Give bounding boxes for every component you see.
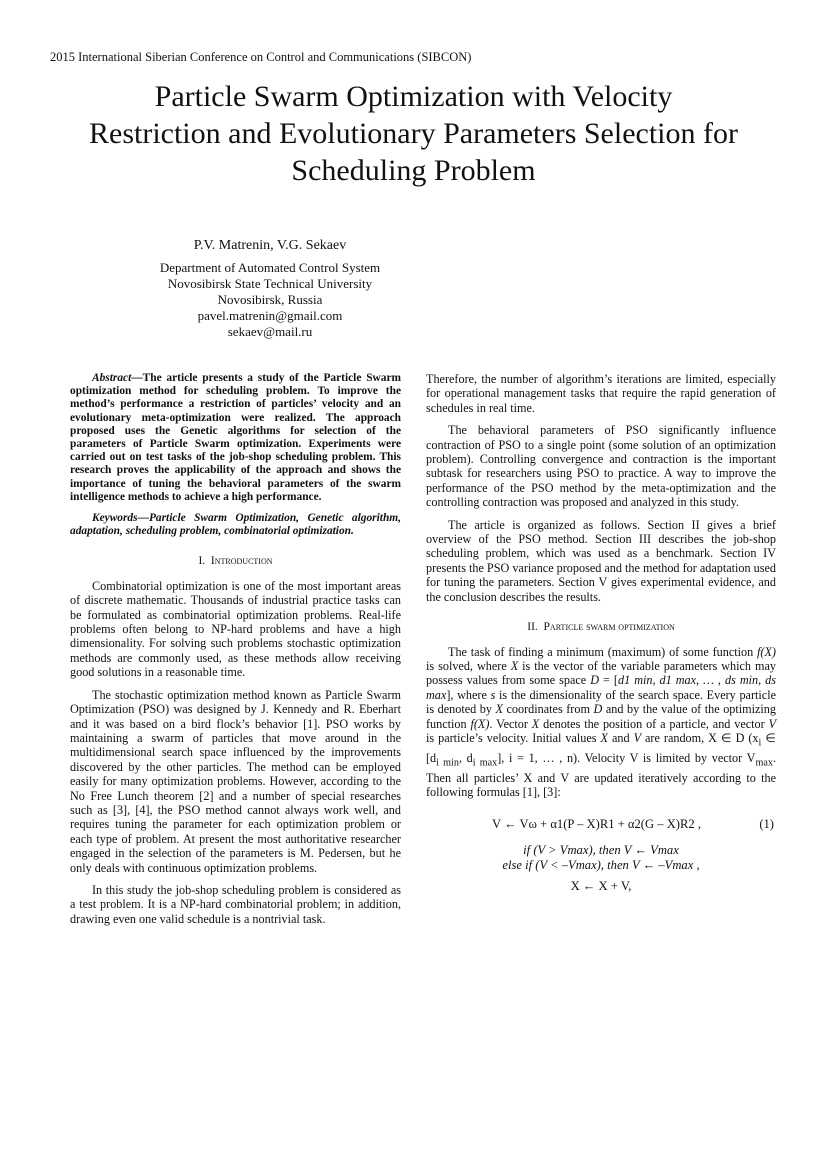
keywords-label: Keywords [92, 512, 138, 525]
abstract: Abstract—The article presents a study of the Particle Swarm optimization method for scheduling problem. To improve the method’s performance a restriction of particles’ velocity and an evolutionary meta-optimization were realized. The approach proposed uses the Genetic algorithms for selection of the parameters of Particle Swarm optimization. Experiments were carried out on test tasks of the job-shop scheduling problem. This research proves the applicability of the approach and shows the importance of tuning the behavioral parameters of the swarm intelligence methods to achieve a high performance. [70, 372, 401, 503]
right-column [426, 372, 776, 894]
affiliation-line: Novosibirsk State Technical University [167, 276, 373, 291]
abstract-text: The article presents a study of the Particle Swarm optimization method for scheduling problem. To improve the method’s performance a restriction of particles’ velocity and an evolutionary meta-optimization were realized. The approach proposed uses the Genetic algorithms for selection of the parameters of Particle Swarm optimization. Experiments were carried out on test tasks of the job-shop scheduling problem. This research proves the applicability of the approach and shows the importance of tuning the behavioral parameters of the swarm intelligence methods to achieve a high performance. [70, 372, 401, 503]
email-line: pavel.matrenin@gmail.com [197, 308, 343, 323]
equation-1 [426, 817, 776, 837]
paragraph: The article is organized as follows. Section II gives a brief overview of the PSO method. Section III describes the job-shop scheduling problem, which was used as a benchmark. Section IV presents the PSO variance proposed and the method for adaptation used for tuning the parameters. Section V gives experimental evidence, and the conclusion describes the results. [426, 517, 776, 604]
equation-position-update: X ← X + V, [570, 879, 632, 894]
section-heading-pso: II. Particle swarm optimization [527, 621, 675, 634]
paragraph-pso-definition: The task of finding a minimum (maximum) of some function f(X) is solved, where X is the vector of the variable parameters which may possess values from some space D = [d1 min, d1 max, … , ds min, ds max], where s is the dimensionality of the search space. Every particle is denoted by X coordinates from D and by the value of the optimizing function f(X). Vector X denotes the position of a particle, and vector V is particle’s velocity. Initial values X and V are random, X ∈ D ($x_i$ ∈ [$d_{i min}$, $d_{i max}$], i = 1, … , n). Velocity V is limited by vector $V_{max}$. Then all particles’ X and V are updated iteratively according to the following formulas [1], [3]: [426, 644, 777, 800]
left-column [70, 372, 401, 934]
title-line: Scheduling Problem [291, 154, 536, 187]
conference-header: 2015 International Siberian Conference on Control and Communications (SIBCON) [50, 50, 472, 64]
equation-velocity-limit: if (V > Vmax), then V ← Vmax else if (V < –Vmax), then V ← –Vmax , [502, 843, 700, 873]
paragraph: The behavioral parameters of PSO significantly influence contraction of PSO to a single point (some solution of an optimization problem). Controlling convergence and contraction is the important subtask for researchers using PSO to practice. A way to improve the performance of the PSO method by the meta-optimization and the controlling contraction was proposed and analyzed in this study. [426, 423, 776, 510]
section-heading-introduction: I. Introduction [198, 555, 273, 568]
paper-title [30, 78, 797, 189]
keywords-text: Particle Swarm Optimization, Genetic algorithm, adaptation, scheduling problem, combinatorial optimization. [70, 512, 401, 538]
affiliation-line: Novosibirsk, Russia [217, 292, 323, 307]
equation-number: (1) [759, 817, 774, 832]
title-line: Restriction and Evolutionary Parameters Selection for [89, 117, 738, 150]
keywords: Keywords—Particle Swarm Optimization, Genetic algorithm, adaptation, scheduling problem, combinatorial optimization. [70, 512, 401, 538]
paragraph: Combinatorial optimization is one of the most important areas of discrete mathematic. Thousands of industrial practice tasks can be formulated as combinatorial optimization problems. Real-life problems often belong to NP-hard problems and have a high dimensionality. For solving such problems stochastic optimization methods are commonly used, as these methods allow receiving good solutions in a reasonable time. [70, 578, 401, 680]
affiliation-line: Department of Automated Control System [159, 260, 381, 275]
paragraph: The stochastic optimization method known as Particle Swarm Optimization (PSO) was designed by J. Kennedy and R. Eberhart and it was based on a bird flock’s behavior [1]. PSO works by maintaining a swarm of particles that move around in the multidimensional search space influenced by the improvements discovered by the other particles. The method can be employed easily for many optimization problems. However, according to the No Free Lunch theorem [2] and a number of special researches such as [3], [4], the PSO method cannot always work well, and requires tuning the parameter for each optimization problem or each type of problem. At present the most authoritative researcher engaged in the selection of the parameters is M. Pedersen, but he only deals with continuous optimization problems. [70, 687, 401, 875]
title-line: Particle Swarm Optimization with Velocity [154, 80, 673, 113]
equation-velocity-update: V ← Vω + α1(P – X)R1 + α2(G – X)R2 , [492, 817, 701, 832]
author-names: P.V. Matrenin, V.G. Sekaev [193, 238, 347, 253]
paragraph: In this study the job-shop scheduling problem is considered as a test problem. It is a NP-hard combinatorial problem; in addition, drawing even one valid schedule is a nontrivial task. [70, 882, 401, 926]
email-line: sekaev@mail.ru [227, 324, 313, 339]
author-block [60, 238, 480, 340]
abstract-label: Abstract [92, 372, 132, 384]
paragraph: Therefore, the number of algorithm’s iterations are limited, especially for operational management tasks that require the rapid generation of schedules in real time. [426, 372, 776, 415]
